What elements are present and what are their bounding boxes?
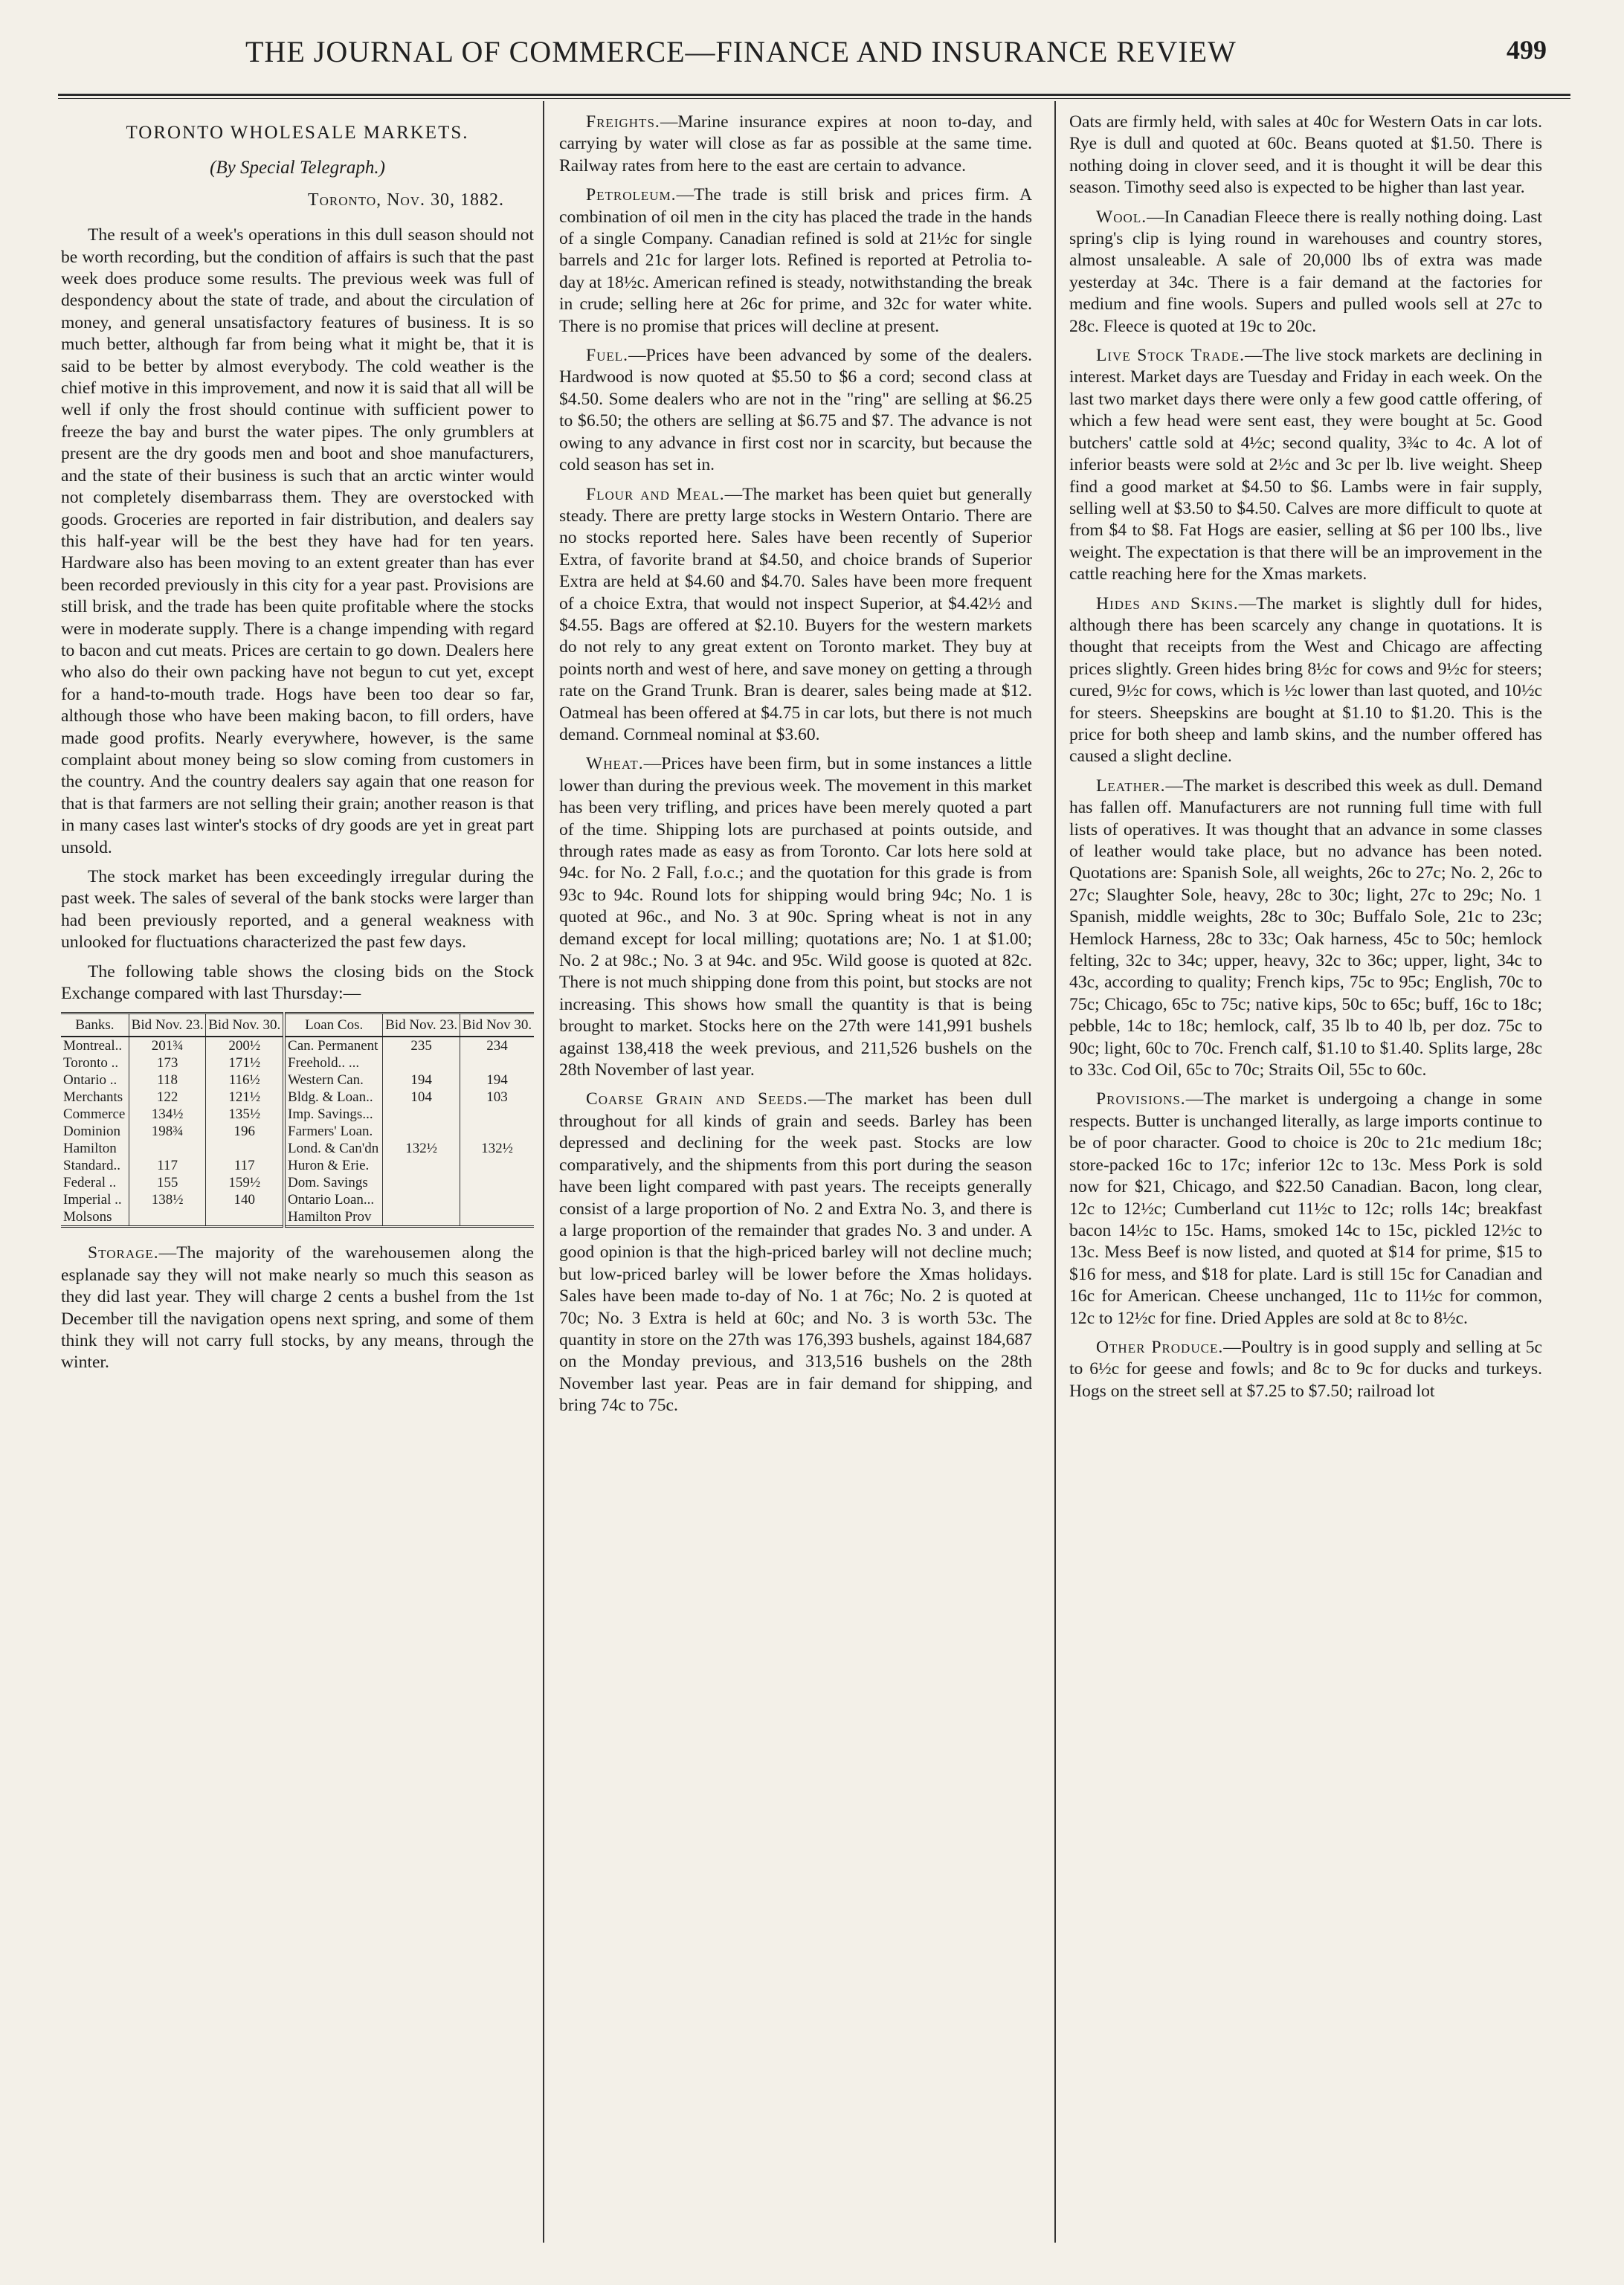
paragraph-general: The result of a week's operations in this dull season should not be worth recording, but the condition of affairs is such that the past week does produce some results. The previous week was full of despondency about the state of trade, and about the circulation of money, and general unsatisfactory features of business. It is so much better, although far from being what it might be, that it is said to be better by almost everybody. The cold weather is the chief motive in this improvement, and now it is said that all will be well if only the frost should continue with sufficient power to freeze the bay and burst the water pipes. The only grumblers at present are the dry goods men and boot and shoe manufacturers, and the state of their business is such that an arctic winter would not completely disembarrass them. They are overstocked with goods. Groceries are reported in fair distribution, and dealers say this half-year will be the best they have had for ten years. Hardware also has been moving to an extent greater than has ever been recorded previously in this city for a year past. Provisions are still brisk, and the trade has been quite profitable where the stocks were in moderate supply. There is a change impending with regard to bacon and cut meats. Prices are certain to go down. Dealers here who also do their own packing have not begun to cut yet, except for a hand-to-mouth trade. Hogs have been too dear so far, although those who have been making bacon, to fill orders, have made good profits. Nearly everywhere, however, is the same complaint about money being so slow coming from customers in the country. And the country dealers say again that one reason for that is that farmers are not selling their grain; another reason is that in many cases last winter's stocks of dry goods are yet in great part unsold. bbox=[61, 225, 534, 857]
table-cell-b23: 117 bbox=[129, 1157, 206, 1174]
table-cell-loan: Imp. Savings... bbox=[284, 1106, 383, 1123]
provisions-heading: Provisions. bbox=[1096, 1089, 1186, 1109]
paragraph-provisions bbox=[1069, 1089, 1542, 1329]
column-divider-1 bbox=[543, 101, 544, 2243]
table-cell-l23: 104 bbox=[383, 1089, 460, 1106]
wool-heading: Wool. bbox=[1096, 207, 1147, 227]
fuel-text: —Prices have been advanced by some of the dealers. Hardwood is now quoted at $5.50 to $6 a cord; second class at $4.50. Some dealers who are not in the "ring" are selling at $6.25 to $6.50; the others are selling at $6.75 and $7. The advance is not owing to any advance in first cost nor in scarcity, but because the cold season has set in. bbox=[559, 346, 1032, 475]
table-cell-bank: Molsons bbox=[63, 1209, 112, 1225]
paragraph-coarse-grain bbox=[559, 1089, 1032, 1417]
table-cell-bank: Hamilton bbox=[63, 1141, 117, 1157]
header-loan-bid-nov23: Bid Nov. 23. bbox=[383, 1013, 460, 1037]
table-cell-loan: Farmers' Loan. bbox=[284, 1123, 383, 1140]
leather-heading: Leather. bbox=[1096, 776, 1166, 796]
paragraph-wheat bbox=[559, 753, 1032, 1081]
table-cell-b30: 159½ bbox=[206, 1174, 284, 1191]
freights-text: —Marine insurance expires at noon to-day, and carrying by water will close as far as possible at the same time. Railway rates from here to the east are certain to advance. bbox=[559, 112, 1032, 175]
column-1 bbox=[61, 112, 534, 1382]
table-cell-bank: Imperial .. bbox=[63, 1192, 122, 1208]
table-row bbox=[61, 1191, 534, 1208]
page-number: 499 bbox=[1507, 35, 1547, 65]
table-cell-l30 bbox=[460, 1123, 534, 1140]
paragraph-oats: Oats are firmly held, with sales at 40c for Western Oats in car lots. Rye is dull and quoted at 60c. Beans quoted at $1.50. There is nothing doing in clover seed, and it is thought it will be dear this season. Timothy seed also is expected to be higher than last year. bbox=[1069, 112, 1542, 198]
table-row bbox=[61, 1037, 534, 1054]
table-cell-l30: 234 bbox=[460, 1037, 534, 1054]
table-cell-l23 bbox=[383, 1174, 460, 1191]
coarse-grain-heading: Coarse Grain and Seeds. bbox=[586, 1089, 808, 1109]
table-cell-l30 bbox=[460, 1054, 534, 1071]
header-bid-nov30: Bid Nov. 30. bbox=[206, 1013, 284, 1037]
storage-text: —The majority of the warehousemen along the esplanade say they will not make nearly so much this season as they did last year. They will charge 2 cents a bushel from the 1st December till the navigation opens next spring, and some of them think they will not carry full stocks, by any means, through the winter. bbox=[61, 1243, 534, 1373]
paragraph-hides bbox=[1069, 593, 1542, 768]
table-cell-b23 bbox=[129, 1140, 206, 1157]
paragraph-leather bbox=[1069, 776, 1542, 1082]
table-row bbox=[61, 1140, 534, 1157]
table-cell-bank: Federal .. bbox=[63, 1175, 117, 1191]
table-row bbox=[61, 1157, 534, 1174]
table-cell-bank: Toronto .. bbox=[63, 1055, 119, 1071]
column-2 bbox=[559, 112, 1032, 1425]
table-cell-l23 bbox=[383, 1106, 460, 1123]
header-loan-cos: Loan Cos. bbox=[284, 1013, 383, 1037]
table-cell-loan: Freehold.. ... bbox=[284, 1054, 383, 1071]
stock-bids-table bbox=[61, 1012, 534, 1228]
table-cell-l30 bbox=[460, 1208, 534, 1227]
freights-heading: Freights. bbox=[586, 112, 660, 132]
table-cell-b30: 116½ bbox=[206, 1071, 284, 1089]
paragraph-flour bbox=[559, 484, 1032, 747]
table-row bbox=[61, 1089, 534, 1106]
hides-heading: Hides and Skins. bbox=[1096, 593, 1239, 613]
table-cell-b30: 196 bbox=[206, 1123, 284, 1140]
table-cell-bank: Dominion bbox=[63, 1124, 121, 1140]
flour-heading: Flour and Meal. bbox=[586, 484, 725, 504]
article-dateline: Toronto, Nov. 30, 1882. bbox=[307, 190, 504, 210]
other-produce-heading: Other Produce. bbox=[1096, 1337, 1224, 1357]
table-cell-b23: 198¾ bbox=[129, 1123, 206, 1140]
table-cell-l23 bbox=[383, 1123, 460, 1140]
flour-text: —The market has been quiet but generally steady. There are pretty large stocks in Western Ontario. There are no stocks reported here. Sales have been recently of Superior Extra, of favorite brand at $4.50, and choice brands of Superior Extra are held at $4.60 and $4.70. Sales have been more frequent of a choice Extra, that would not inspect Superior, at $4.42½ and $4.55. Bags are offered at $2.10. Buyers for the western markets do not rely to any great extent on Toronto market. They buy at points north and west of here, and save money on getting a through rate on the Grand Trunk. Bran is dearer, sales being made at $12. Oatmeal has been offered at $4.75 in car lots, but there is not much demand. Cornmeal nominal at $3.60. bbox=[559, 484, 1032, 744]
wool-text: —In Canadian Fleece there is really nothing doing. Last spring's clip is lying round in warehouses and country stores, almost unsaleable. A sale of 20,000 lbs of extra was made yesterday at 34c. There is a fair demand at the factories for medium and fine wools. Supers and pulled wools sell at 27c to 28c. Fleece is quoted at 19c to 20c. bbox=[1069, 207, 1542, 336]
paragraph-other-produce bbox=[1069, 1337, 1542, 1402]
paragraph-fuel bbox=[559, 345, 1032, 476]
journal-title: THE JOURNAL OF COMMERCE—FINANCE AND INSURANCE REVIEW bbox=[245, 35, 1237, 68]
paragraph-storage bbox=[61, 1243, 534, 1373]
table-cell-loan: Lond. & Can'dn bbox=[284, 1140, 383, 1157]
table-cell-b23: 138½ bbox=[129, 1191, 206, 1208]
table-cell-b30 bbox=[206, 1208, 284, 1227]
table-cell-b30: 140 bbox=[206, 1191, 284, 1208]
table-cell-bank: Ontario .. bbox=[63, 1072, 117, 1089]
table-cell-l23 bbox=[383, 1054, 460, 1071]
paragraph-table-intro: The following table shows the closing bids on the Stock Exchange compared with last Thursday:— bbox=[61, 961, 534, 1004]
table-cell-loan: Can. Permanent bbox=[284, 1037, 383, 1054]
table-cell-b30: 135½ bbox=[206, 1106, 284, 1123]
table-cell-l30 bbox=[460, 1106, 534, 1123]
wheat-heading: Wheat. bbox=[586, 754, 644, 774]
table-cell-l23 bbox=[383, 1208, 460, 1227]
paragraph-petroleum bbox=[559, 184, 1032, 338]
table-cell-l30 bbox=[460, 1157, 534, 1174]
table-cell-l30: 103 bbox=[460, 1089, 534, 1106]
table-cell-loan: Hamilton Prov bbox=[284, 1208, 383, 1227]
table-row bbox=[61, 1054, 534, 1071]
table-cell-b23: 201¾ bbox=[129, 1037, 206, 1054]
table-cell-b23 bbox=[129, 1208, 206, 1227]
hides-text: —The market is slightly dull for hides, although there has been scarcely any change in quotations. It is thought that receipts from the West and Chicago are affecting prices slightly. Green hides bring 8½c for cows and 9½c for steers; cured, 9½c for cows, which is ½c lower than last quoted, and 10½c for steers. Sheepskins are bought at $1.10 to $1.20. This is the price for both sheep and lamb skins, and the number offered has caused a slight decline. bbox=[1069, 593, 1542, 767]
coarse-grain-text: —The market has been dull throughout for all kinds of grain and seeds. Barley has been depressed and declining for the week past. Stocks are low comparatively, and the shipments from this port during the season have been light compared with past years. The receipts generally consist of a large proportion of No. 2 and Extra No. 3, and there is a large proportion of the remainder that grades No. 3 and under. A good opinion is that the high-priced barley will not decline much; but low-priced barley will be lower before the Xmas holidays. Sales have been made to-day of No. 1 at 76c; No. 2 is quoted at 70c; No. 3 Extra is held at 60c; and No. 3 is worth 53c. The quantity in store on the 27th was 176,393 bushels, against 184,687 on the Monday previous, and 313,516 bushels on the 28th November last year. Peas are in fair demand for shipping, and bring 74c to 75c. bbox=[559, 1089, 1032, 1416]
table-cell-b23: 134½ bbox=[129, 1106, 206, 1123]
table-header-row bbox=[61, 1013, 534, 1037]
table-cell-loan: Huron & Erie. bbox=[284, 1157, 383, 1174]
table-cell-b30: 117 bbox=[206, 1157, 284, 1174]
fuel-heading: Fuel. bbox=[586, 346, 629, 366]
other-produce-text: —Poultry is in good supply and selling at 5c to 6½c for geese and fowls; and 8c to 9c for ducks and turkeys. Hogs on the street sell at $7.25 to $7.50; railroad lot bbox=[1069, 1337, 1542, 1401]
table-cell-bank: Montreal.. bbox=[63, 1038, 123, 1054]
table-cell-b23: 122 bbox=[129, 1089, 206, 1106]
page-header bbox=[59, 33, 1569, 77]
table-cell-l30 bbox=[460, 1191, 534, 1208]
table-cell-bank: Merchants bbox=[63, 1089, 123, 1106]
table-row bbox=[61, 1208, 534, 1227]
table-cell-b30: 171½ bbox=[206, 1054, 284, 1071]
table-cell-l30: 132½ bbox=[460, 1140, 534, 1157]
article-heading: TORONTO WHOLESALE MARKETS. bbox=[126, 123, 469, 143]
table-cell-l30 bbox=[460, 1174, 534, 1191]
column-divider-2 bbox=[1054, 101, 1056, 2243]
table-cell-l23 bbox=[383, 1157, 460, 1174]
table-cell-b30 bbox=[206, 1140, 284, 1157]
header-rule-thin bbox=[58, 98, 1570, 99]
table-row bbox=[61, 1174, 534, 1191]
petroleum-text: —The trade is still brisk and prices firm. A combination of oil men in the city has placed the trade in the hands of a single Company. Canadian refined is sold at 21½c for single barrels and 21c for larger lots. Refined is reported at Petrolia to-day at 18½c. American refined is steady, notwithstanding the break in crude; selling here at 26c for prime, and 32c for water white. There is no promise that prices will decline at present. bbox=[559, 185, 1032, 336]
table-cell-l23: 132½ bbox=[383, 1140, 460, 1157]
storage-heading: Storage. bbox=[88, 1243, 159, 1263]
table-body bbox=[61, 1037, 534, 1227]
table-cell-b30: 121½ bbox=[206, 1089, 284, 1106]
header-bid-nov23: Bid Nov. 23. bbox=[129, 1013, 206, 1037]
table-cell-b23: 173 bbox=[129, 1054, 206, 1071]
table-cell-b23: 155 bbox=[129, 1174, 206, 1191]
table-cell-loan: Western Can. bbox=[284, 1071, 383, 1089]
table-cell-loan: Bldg. & Loan.. bbox=[284, 1089, 383, 1106]
wheat-text: —Prices have been firm, but in some instances a little lower than during the previous week. The movement in this market has been very trifling, and prices have been merely quoted a part of the time. Shipping lots are purchased at points outside, and through rates made as easy as from Toronto. Car lots here sold at 94c. for No. 2 Fall, f.o.c.; and the quotation for this grade is from 93c to 94c. Round lots for shipping would bring 94c; No. 1 is quoted at 96c., and No. 3 at 90c. Spring wheat is not in any demand except for local milling; quotations are; No. 1 at $1.00; No. 2 at 98c.; No. 3 at 94c. and 95c. Wild goose is quoted at 82c. There is not much shipping done from this point, but stocks are not increasing. This shows how small the quantity is that is being brought to market. Stocks here on the 27th were 141,991 bushels against 138,418 the week previous, and 211,526 bushels on the 28th November of last year. bbox=[559, 754, 1032, 1080]
header-rule bbox=[58, 94, 1570, 96]
paragraph-stock-market: The stock market has been exceedingly irregular during the past week. The sales of several of the bank stocks were larger than had been previously reported, and a general weakness with unlooked for fluctuations characterized the past few days. bbox=[61, 867, 534, 953]
paragraph-wool bbox=[1069, 207, 1542, 338]
table-cell-l23: 235 bbox=[383, 1037, 460, 1054]
petroleum-heading: Petroleum. bbox=[586, 185, 677, 205]
table-row bbox=[61, 1123, 534, 1140]
article-subheading: (By Special Telegraph.) bbox=[210, 158, 385, 178]
table-cell-loan: Ontario Loan... bbox=[284, 1191, 383, 1208]
table-cell-b30: 200½ bbox=[206, 1037, 284, 1054]
leather-text: —The market is described this week as dull. Demand has fallen off. Manufacturers are not running full time with full lists of operatives. It was thought that an advance in some classes of leather would take place, but no advance has been noted. Quotations are: Spanish Sole, all weights, 26c to 27c; No. 2, 26c to 27c; Slaughter Sole, heavy, 28c to 30c; light, 27c to 29c; No. 1 Spanish, middle weights, 28c to 30c; Buffalo Sole, 21c to 23c; Hemlock Harness, 28c to 33c; Oak harness, 45c to 50c; hemlock felting, 32c to 34c; upper, heavy, 32c to 36c; upper, light, 34c to 43c, according to quality; French kips, 75c to 95c; English, 70c to 75c; Chicago, 65c to 75c; native kips, 50c to 65c; buff, 16c to 18c; pebble, 14c to 18c; hemlock, calf, 35 lb to 40 lb, per doz. 75c to 90c; light, 60c to 70c. French calf, $1.10 to $1.40. Splits large, 28c to 33c. Cod Oil, 65c to 70c; Straits Oil, 55c to 60c. bbox=[1069, 776, 1542, 1080]
table-row bbox=[61, 1106, 534, 1123]
header-loan-bid-nov30: Bid Nov 30. bbox=[460, 1013, 534, 1037]
table-cell-l23 bbox=[383, 1191, 460, 1208]
paragraph-live-stock bbox=[1069, 345, 1542, 585]
table-cell-loan: Dom. Savings bbox=[284, 1174, 383, 1191]
provisions-text: —The market is undergoing a change in some respects. Butter is unchanged literally, as large imports continue to be of poor character. Good to choice is 20c to 21c medium 18c; store-packed 16c to 17c; inferior 12c to 13c. Mess Pork is sold now for $21, Chicago, and $22.50 Canadian. Bacon, long clear, 12c to 12½c; Cumberland cut 11½c to 12c; rolls 14c; breakfast bacon 14½c to 15c. Hams, smoked 14c to 15c, pickled 12½c to 13c. Mess Beef is now listed, and quoted at $14 for prime, $15 to $16 for mess, and $18 for plate. Lard is still 15c for Canadian and 16c for American. Cheese unchanged, 11c to 11½c for common, 12c to 12½c for fine. Dried Apples are sold at 8c to 8½c. bbox=[1069, 1089, 1542, 1328]
table-cell-l30: 194 bbox=[460, 1071, 534, 1089]
table-cell-b23: 118 bbox=[129, 1071, 206, 1089]
table-row bbox=[61, 1071, 534, 1089]
live-stock-heading: Live Stock Trade. bbox=[1096, 346, 1245, 366]
table-cell-l23: 194 bbox=[383, 1071, 460, 1089]
table-cell-bank: Commerce bbox=[63, 1106, 126, 1123]
live-stock-text: —The live stock markets are declining in interest. Market days are Tuesday and Friday in each week. On the last two market days there were only a few good cattle offering, of which a few head were sent east, they were bought at 5c. Good butchers' cattle sold at 4½c; second quality, 3¾c to 4c. A lot of inferior beasts were sold at 2½c and 3c per lb. live weight. Sheep find a good market at $4.50 to $6. Lambs were in fair supply, selling well at $3.50 to $4.50. Calves are more difficult to quote at from $4 to $8. Fat Hogs are easier, selling at $6 per 100 lbs., live weight. The expectation is that there will be an improvement in the cattle reaching here for the Xmas markets. bbox=[1069, 346, 1542, 584]
header-banks: Banks. bbox=[61, 1013, 129, 1037]
paragraph-freights bbox=[559, 112, 1032, 177]
column-3 bbox=[1069, 112, 1542, 1410]
table-cell-bank: Standard.. bbox=[63, 1158, 121, 1174]
